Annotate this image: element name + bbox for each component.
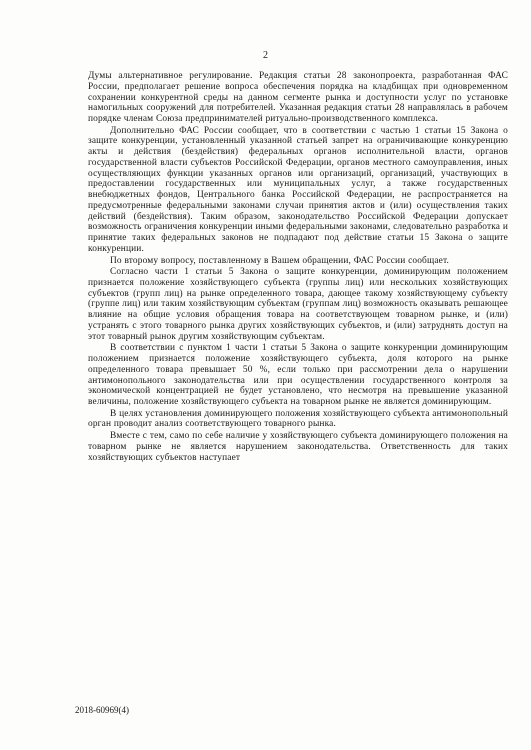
paragraph-article-15: Дополнительно ФАС России сообщает, что в соответствии с частью 1 статьи 15 Закона о защите конкуренции, установленный указанной статьей запрет на ограничивающие конкуренцию акты и действия (бездействия) федеральных органов исполнительной власти, органов государственной власти субъектов Российской Федерации, органов местного самоуправления, иных осуществляющих функции указанных органов или организаций, организаций, участвующих в предоставлении государственных или муниципальных услуг, а также государственных внебюджетных фондов, Центрального банка Российской Федерации, не распространяется на предусмотренные федеральными законами случаи принятия актов и (или) осуществления таких действий (бездействия). Таким образом, законодательство Российской Федерации допускает возможность ограничения конкуренции иными федеральными законами, следовательно разработка и принятие таких федеральных законов не подпадают под действие статьи 15 Закона о защите конкуренции. — [88, 125, 508, 254]
letter-body — [88, 71, 508, 464]
paragraph-responsibility: Вместе с тем, само по себе наличие у хозяйствующего субъекта доминирующего положения на товарном рынке не является нарушением законодательства. Ответственность для таких хозяйствующих субъектов наступает — [88, 431, 508, 463]
paragraph-continuation: Думы альтернативное регулирование. Редакция статьи 28 законопроекта, разработанная ФАС России, предполагает решение вопроса обеспечения порядка на кладбищах при одновременном сохранении конкурентной среды на данном сегменте рынка и доступности услуг по установке намогильных сооружений для потребителей. Указанная редакция статьи 28 направлялась в рабочем порядке членам Союза предпринимателей ритуально-производственного комплекса. — [88, 71, 508, 124]
paragraph-second-question: По второму вопросу, поставленному в Вашем обращении, ФАС России сообщает. — [110, 255, 449, 266]
document-registration-number: 2018-60969(4) — [75, 705, 129, 715]
paragraph-article-5-point-1: В соответствии с пунктом 1 части 1 статьи 5 Закона о защите конкуренции доминирующим положением признается положение хозяйствующего субъекта, доля которого на рынке определенного товара превышает 50 %, если только при рассмотрении дела о нарушении антимонопольного законодательства или при осуществлении государственного контроля за экономической концентрацией не будет установлено, что несмотря на превышение указанной величины, положение хозяйствующего субъекта на товарном рынке не является доминирующим. — [88, 343, 508, 408]
paragraph-article-5-part-1: Согласно части 1 статьи 5 Закона о защите конкуренции, доминирующим положением признается положение хозяйствующего субъекта (группы лиц) или нескольких хозяйствующих субъектов (групп лиц) на рынке определенного товара, дающее такому хозяйствующему субъекту (группе лиц) или таким хозяйствующим субъектам (группам лиц) возможность оказывать решающее влияние на общие условия обращения товара на соответствующем товарном рынке, и (или) устранять с этого товарного рынка других хозяйствующих субъектов, и (или) затруднять доступ на этот товарный рынок другим хозяйствующим субъектам. — [88, 267, 508, 342]
page-number: 2 — [263, 50, 268, 61]
paragraph-market-analysis: В целях установления доминирующего положения хозяйствующего субъекта антимонопольный орган проводит анализ соответствующего товарного рынка. — [88, 408, 508, 430]
